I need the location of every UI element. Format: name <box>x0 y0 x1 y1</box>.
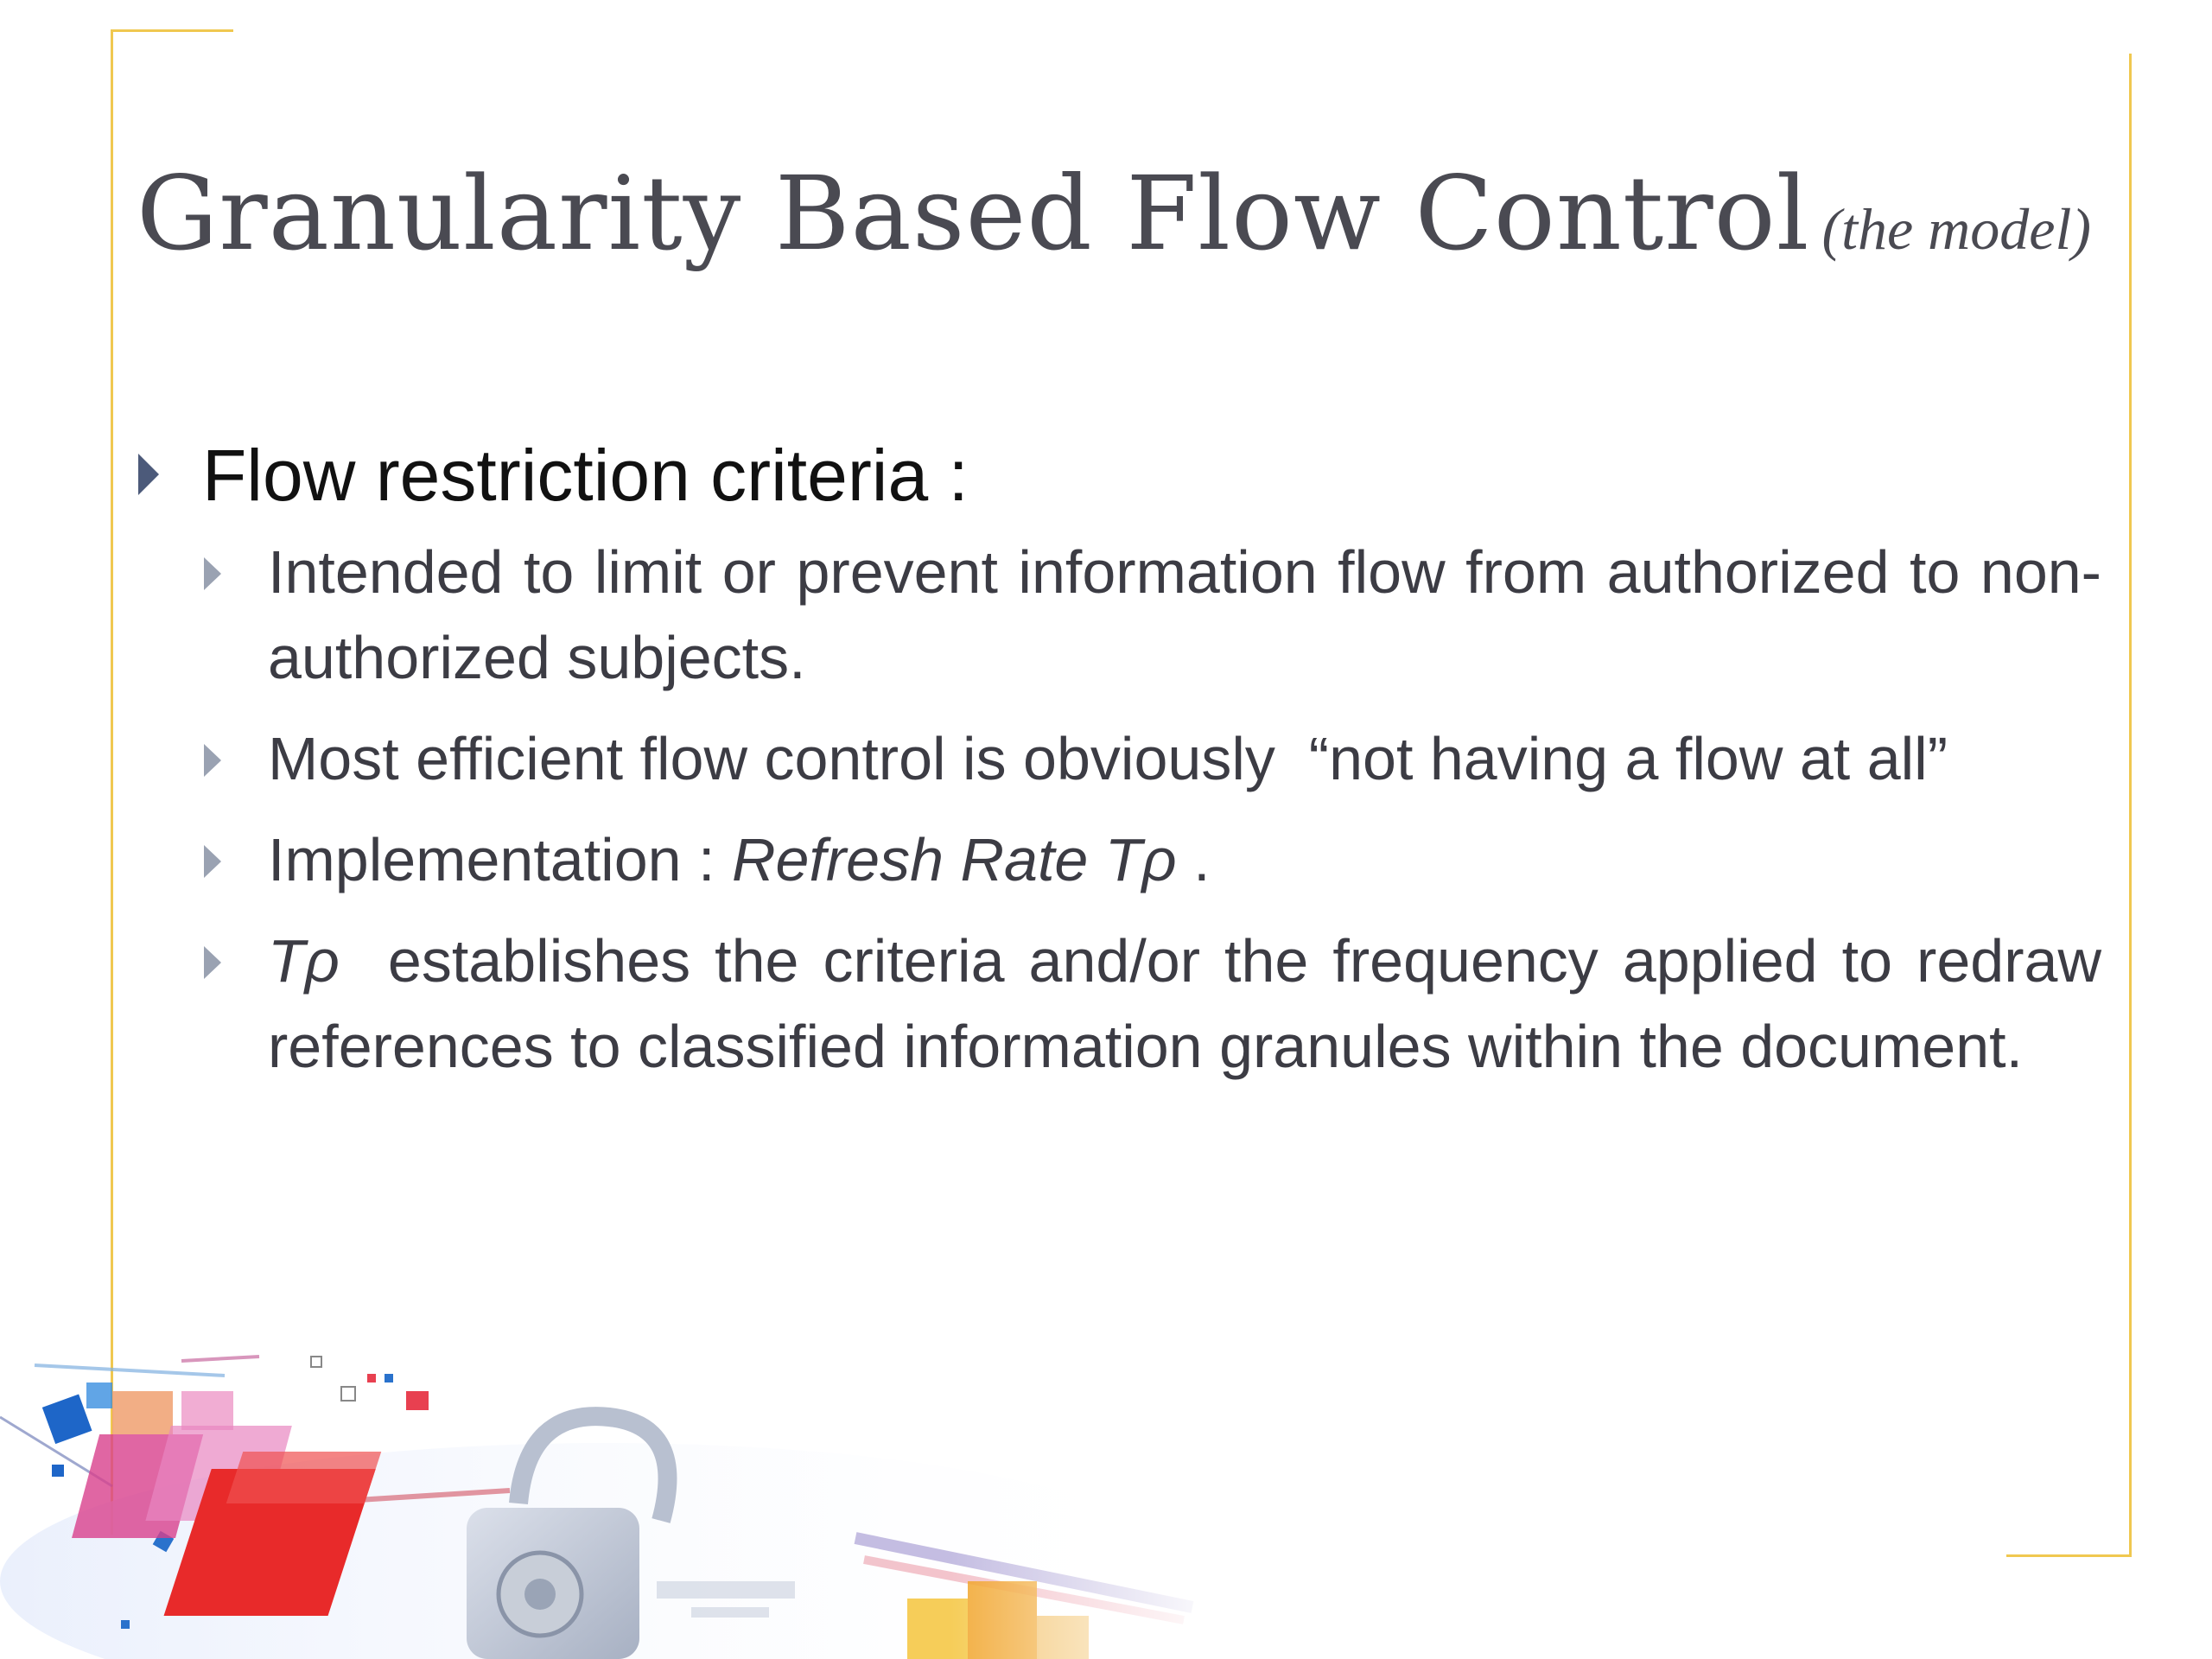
frame-line-left <box>111 31 113 1535</box>
triangle-bullet-icon <box>204 845 221 878</box>
slide-title-note: (the model) <box>1821 196 2091 262</box>
bullet-italic: Tρ <box>268 927 340 995</box>
bullet-item-3 <box>268 817 2101 903</box>
frame-line-top <box>111 29 233 32</box>
triangle-bullet-icon <box>204 744 221 777</box>
frame-line-right <box>2129 54 2132 1557</box>
bullet-prefix: Implementation : <box>268 826 732 893</box>
triangle-bullet-icon <box>204 946 221 979</box>
slide-body <box>137 428 2119 1090</box>
bullet-text: Most efficient flow control is obviously “not having a flow at all” <box>268 725 1948 792</box>
bullet-item-1 <box>268 530 2101 701</box>
slide-title-text: Granularity Based Flow Control <box>137 154 1810 273</box>
bullet-heading <box>137 428 2098 523</box>
heading-text: Flow restriction criteria : <box>202 435 969 516</box>
bullet-italic: Refresh Rate Tρ <box>731 826 1177 893</box>
padlock-security-graphic-icon <box>0 1322 1227 1659</box>
bullet-item-2 <box>268 716 2101 802</box>
bullet-text: establishes the criteria and/or the frequency applied to redraw references to classified information granules within the document. <box>268 927 2119 1080</box>
frame-line-bottom <box>2006 1554 2132 1557</box>
bullet-text: Intended to limit or prevent information flow from authorized to non-authorized subjects. <box>268 538 2101 691</box>
bullet-item-4 <box>268 918 2119 1090</box>
triangle-bullet-icon <box>138 454 159 495</box>
triangle-bullet-icon <box>204 557 221 590</box>
slide-title <box>137 154 2124 273</box>
bullet-suffix: . <box>1176 826 1211 893</box>
